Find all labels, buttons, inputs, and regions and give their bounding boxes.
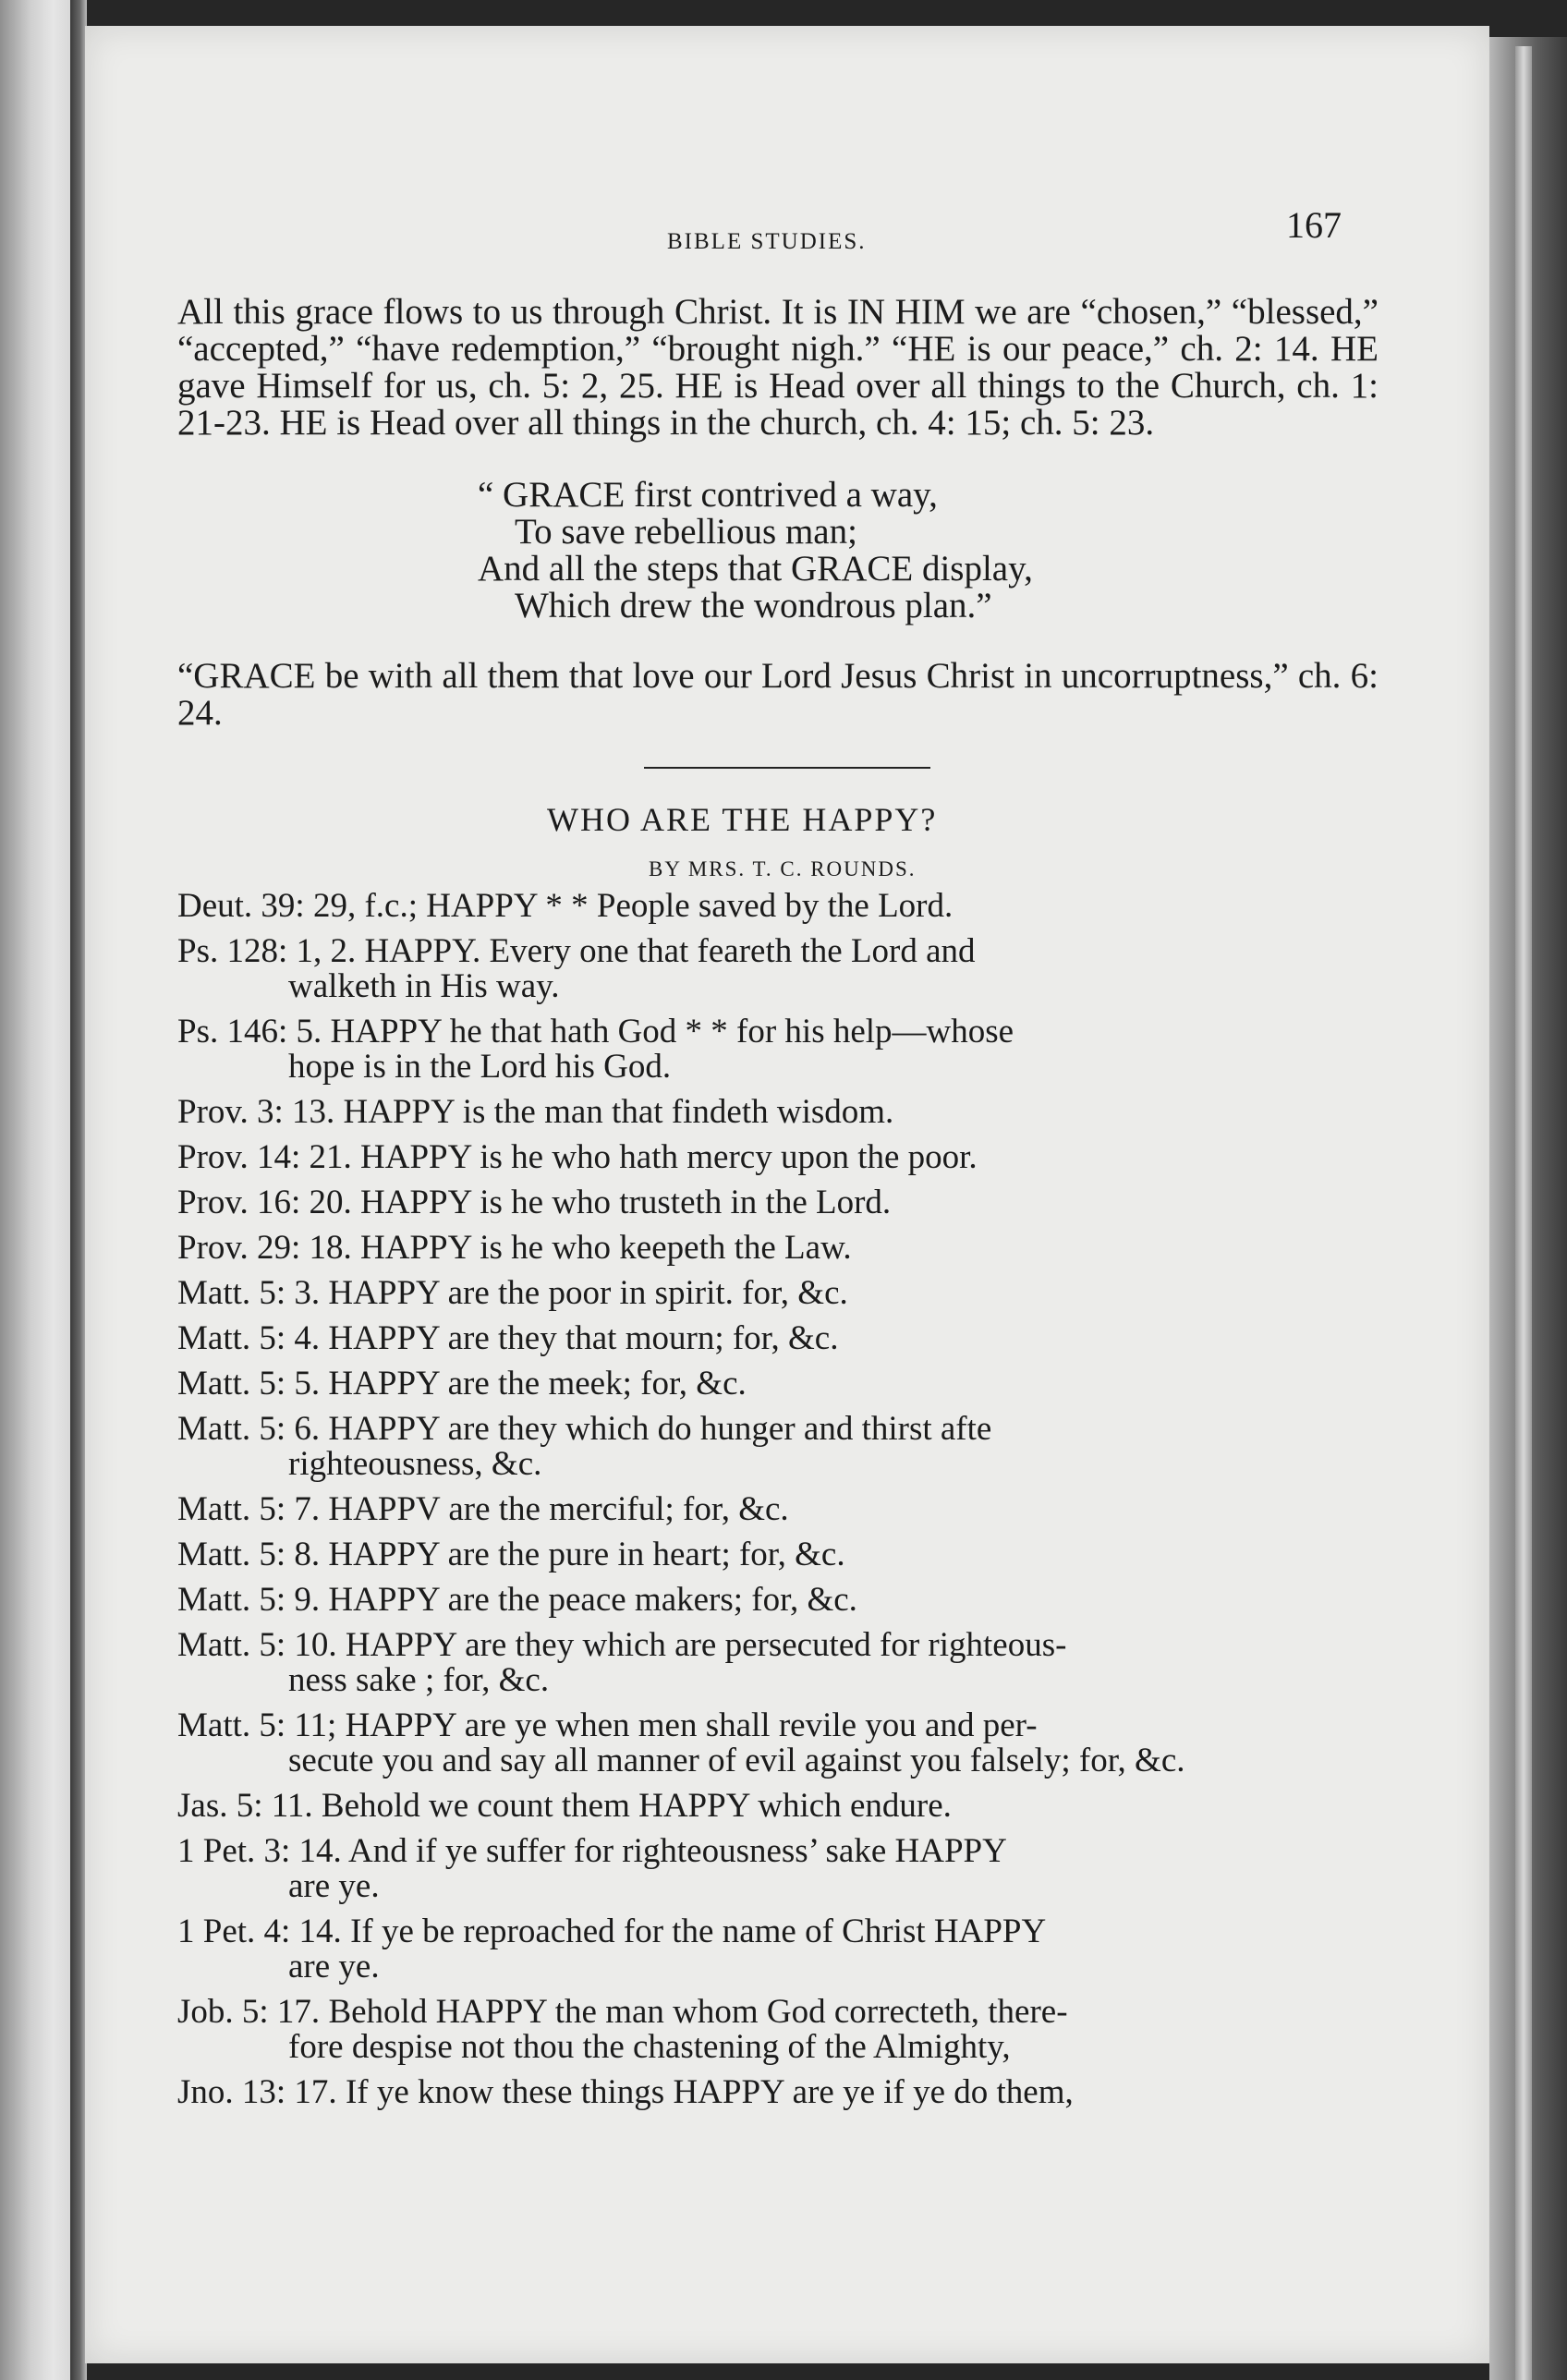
previous-page-edge <box>0 0 76 2380</box>
scripture-text: Behold HAPPY the man whom God correcteth, there- <box>328 1993 1068 2031</box>
scripture-text-continued: are ye. <box>288 1867 380 1905</box>
scripture-reference: Matt. 5: 11; <box>177 1706 337 1744</box>
scripture-entry <box>177 1140 1379 1175</box>
scripture-text-continued: righteousness, &c. <box>288 1445 542 1483</box>
scripture-text-continued: fore despise not thou the chastening of the Almighty, <box>288 2028 1011 2066</box>
scripture-reference: Matt. 5: 10. <box>177 1626 337 1664</box>
scripture-entry <box>177 1834 1379 1904</box>
scripture-text: HAPPY are they that mourn; for, &c. <box>328 1319 839 1357</box>
page-number: 167 <box>1286 204 1342 246</box>
scripture-text: HAPPY is he who trusteth in the Lord. <box>360 1184 892 1221</box>
page-stack-edge <box>1515 46 1532 2380</box>
verse-line: Which drew the wondrous plan.” <box>515 586 992 625</box>
scripture-text: HAPPY he that hath God * * for his help—whose <box>330 1013 1014 1050</box>
scripture-list <box>177 889 1379 2110</box>
section-title: WHO ARE THE HAPPY? <box>547 801 938 838</box>
scripture-reference: Prov. 29: 18. <box>177 1229 352 1267</box>
scripture-entry <box>177 1231 1379 1266</box>
scripture-reference: Jno. 13: 17. <box>177 2073 337 2111</box>
scripture-text: If ye know these things HAPPY are ye if ye do them, <box>345 2073 1074 2111</box>
scripture-reference: Job. 5: 17. <box>177 1993 321 2031</box>
verse-line: And all the steps that GRACE display, <box>478 549 1033 589</box>
scripture-text: HAPPY are the peace makers; for, &c. <box>328 1581 857 1619</box>
scripture-text: HAPPY * * People saved by the Lord. <box>426 887 954 925</box>
scripture-reference: Matt. 5: 8. <box>177 1536 321 1573</box>
scripture-reference: Prov. 3: 13. <box>177 1093 335 1131</box>
scripture-text-continued: hope is in the Lord his God. <box>288 1048 672 1086</box>
scripture-reference: Deut. 39: 29, f.c.; <box>177 887 418 925</box>
section-divider <box>644 767 930 769</box>
scripture-reference: Matt. 5: 9. <box>177 1581 321 1619</box>
intro-paragraph: All this grace flows to us through Christ. It is IN HIM we are “chosen,” “blessed,” “accepted,” “have redemption,” “brought nigh.” “HE is our peace,” ch. 2: 14. HE gave Himself for us, ch. 5: 2, 25. HE is Head over all things to the Church, ch. 1: 21-23. HE is Head over all things in the church, ch. 4: 15; ch. 5: 23. <box>177 292 1379 443</box>
scripture-text: HAPPY are they which do hunger and thirst afte <box>328 1410 992 1448</box>
verse-line: To save rebellious man; <box>515 512 857 552</box>
scripture-reference: Ps. 146: 5. <box>177 1013 322 1050</box>
scripture-entry <box>177 2075 1379 2110</box>
scripture-entry <box>177 934 1379 1004</box>
running-title: BIBLE STUDIES. <box>667 229 867 254</box>
scripture-entry <box>177 1537 1379 1572</box>
scripture-reference: Prov. 14: 21. <box>177 1138 352 1176</box>
scripture-entry <box>177 1708 1379 1779</box>
scripture-entry <box>177 889 1379 924</box>
scripture-reference: Matt. 5: 5. <box>177 1365 321 1402</box>
verse-line: “ GRACE first contrived a way, <box>478 475 938 515</box>
scripture-text: Behold we count them HAPPY which endure. <box>321 1787 952 1825</box>
scripture-entry <box>177 1583 1379 1618</box>
scripture-reference: 1 Pet. 4: 14. <box>177 1912 342 1950</box>
page-content <box>177 183 1379 2120</box>
scripture-entry <box>177 1321 1379 1356</box>
scripture-entry <box>177 1628 1379 1698</box>
scripture-entry <box>177 1014 1379 1085</box>
scripture-text: HAPPY is he who keepeth the Law. <box>360 1229 852 1267</box>
scripture-entry <box>177 1276 1379 1311</box>
scripture-text: HAPPY is the man that findeth wisdom. <box>343 1093 894 1131</box>
scripture-entry <box>177 1914 1379 1985</box>
scripture-reference: Matt. 5: 6. <box>177 1410 321 1448</box>
scripture-text: HAPPY are the pure in heart; for, &c. <box>328 1536 845 1573</box>
scripture-text: HAPPY are ye when men shall revile you and per- <box>345 1706 1038 1744</box>
scripture-entry <box>177 1185 1379 1220</box>
scripture-entry <box>177 1995 1379 2065</box>
scripture-entry <box>177 1412 1379 1482</box>
scripture-text: HAPPY are the meek; for, &c. <box>328 1365 747 1402</box>
scripture-reference: Jas. 5: 11. <box>177 1787 313 1825</box>
section-byline: BY MRS. T. C. ROUNDS. <box>649 857 917 880</box>
scripture-reference: Ps. 128: 1, 2. <box>177 932 357 970</box>
hymn-verse <box>177 477 1379 625</box>
scripture-entry <box>177 1492 1379 1527</box>
book-page <box>85 26 1489 2363</box>
scripture-text-continued: walketh in His way. <box>288 967 560 1005</box>
scripture-text: HAPPY are the poor in spirit. for, &c. <box>328 1274 848 1312</box>
scripture-text: HAPPV are the merciful; for, &c. <box>328 1490 789 1528</box>
scripture-text-continued: are ye. <box>288 1948 380 1985</box>
scripture-text: And if ye suffer for righteousness’ sake HAPPY <box>348 1832 1007 1870</box>
scripture-text-continued: secute you and say all manner of evil against you falsely; for, &c. <box>288 1742 1185 1779</box>
scripture-text: HAPPY is he who hath mercy upon the poor. <box>360 1138 978 1176</box>
scripture-reference: Matt. 5: 7. <box>177 1490 321 1528</box>
closing-paragraph: “GRACE be with all them that love our Lord Jesus Christ in uncorruptness,” ch. 6: 24. <box>177 656 1379 733</box>
scripture-reference: Matt. 5: 3. <box>177 1274 321 1312</box>
scripture-reference: Matt. 5: 4. <box>177 1319 321 1357</box>
scripture-text: HAPPY are they which are persecuted for righteous- <box>345 1626 1067 1664</box>
scripture-entry <box>177 1789 1379 1824</box>
scripture-text: If ye be reproached for the name of Christ HAPPY <box>350 1912 1047 1950</box>
scripture-reference: 1 Pet. 3: 14. <box>177 1832 342 1870</box>
scripture-text: HAPPY. Every one that feareth the Lord and <box>364 932 976 970</box>
running-head <box>177 183 1379 254</box>
scripture-reference: Prov. 16: 20. <box>177 1184 352 1221</box>
scripture-entry <box>177 1095 1379 1130</box>
scripture-text-continued: ness sake ; for, &c. <box>288 1661 550 1699</box>
scripture-entry <box>177 1366 1379 1402</box>
